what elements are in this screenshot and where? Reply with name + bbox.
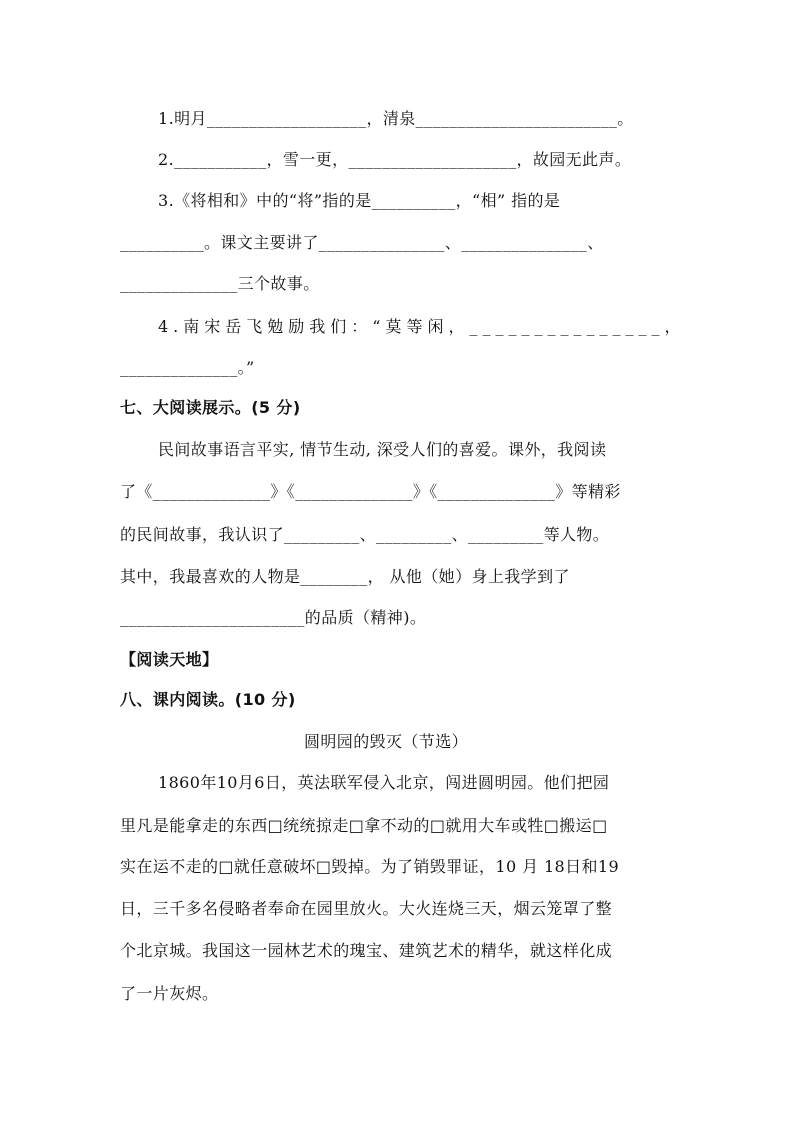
q6-item-3-line-3: ______________三个故事。 xyxy=(120,274,320,293)
section-7-heading: 七、大阅读展示。(5 分) xyxy=(120,398,301,417)
section-8-heading: 八、课内阅读。(10 分) xyxy=(120,690,296,709)
q6-item-1: 1.明月___________________，清泉________________________。 xyxy=(158,109,634,128)
passage-line-6: 了一片灰烬。 xyxy=(120,984,219,1003)
q6-item-3-line-2: __________。课文主要讲了_______________、_______________、 xyxy=(120,233,604,252)
section-7-line-3: 的民间故事，我认识了_________、_________、_________等人物。 xyxy=(120,525,610,544)
section-7-line-1: 民间故事语言平实, 情节生动, 深受人们的喜爱。课外，我阅读 xyxy=(158,440,607,459)
section-7-line-5: ______________________的品质（精神)。 xyxy=(120,608,427,627)
reading-world-heading: 【阅读天地】 xyxy=(120,650,219,669)
q6-item-2: 2.___________，雪一更，____________________，故园无此声。 xyxy=(158,150,632,169)
q6-item-4-line-1: 4.南宋岳飞勉励我们：“莫等闲，_______________， xyxy=(158,317,686,336)
passage-title: 圆明园的毁灭（节选） xyxy=(304,732,469,751)
passage-line-3: 实在运不走的□就任意破坏□毁掉。为了销毁罪证，10 月 18日和19 xyxy=(120,857,620,876)
passage-line-2: 里凡是能拿走的东西□统统掠走□拿不动的□就用大车或牲□搬运□ xyxy=(120,816,608,835)
passage-line-4: 日，三千多名侵略者奉命在园里放火。大火连烧三天，烟云笼罩了整 xyxy=(120,899,613,918)
section-7-line-2: 了《______________》《______________》《______________》等精彩 xyxy=(120,482,621,501)
q6-item-4-line-2: ______________。” xyxy=(120,358,255,377)
section-7-line-4: 其中，我最喜欢的人物是________， 从他（她）身上我学到了 xyxy=(120,567,570,586)
q6-item-3-line-1: 3.《将相和》中的“将”指的是__________，“相” 指的是 xyxy=(158,191,561,210)
passage-line-5: 个北京城。我国这一园林艺术的瑰宝、建筑艺术的精华，就这样化成 xyxy=(120,941,613,960)
passage-line-1: 1860年10月6日，英法联军侵入北京，闯进圆明园。他们把园 xyxy=(158,773,610,792)
